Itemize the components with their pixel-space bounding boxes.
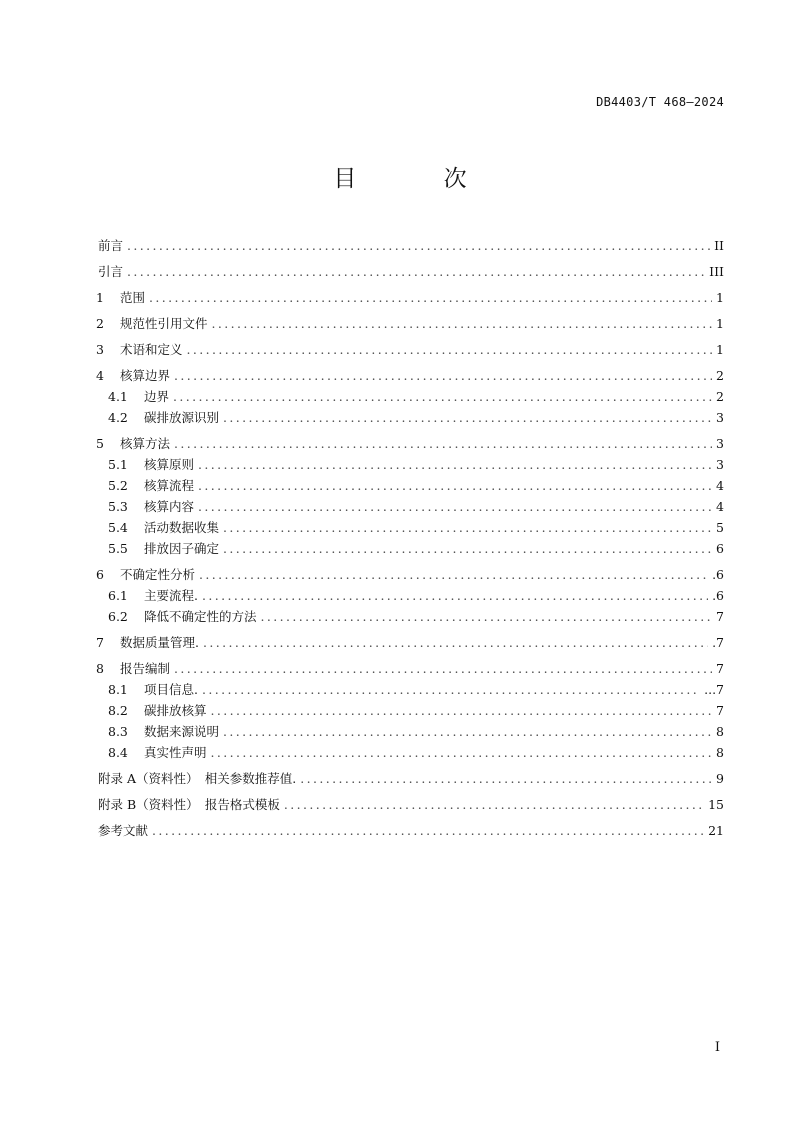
toc-entry-label: 术语和定义 (120, 342, 183, 357)
toc-entry-page: 6 (716, 541, 724, 556)
toc-entry[interactable] (96, 820, 724, 841)
toc-entry-label: 规范性引用文件 (120, 316, 208, 331)
toc-dot-leader (284, 794, 704, 815)
toc-dot-leader (203, 632, 708, 653)
toc-entry-page: 1 (716, 290, 724, 305)
toc-entry-page: 15 (708, 797, 724, 812)
toc-entry[interactable] (96, 585, 724, 606)
toc-entry-number: 5.2 (108, 478, 128, 493)
toc-entry[interactable] (96, 768, 724, 789)
toc-entry-label: 降低不确定性的方法 (144, 609, 257, 624)
toc-entry-page: III (709, 264, 724, 279)
toc-dot-leader (127, 261, 705, 282)
toc-dot-leader (223, 517, 712, 538)
toc-entry-label: 参考文献 (98, 823, 149, 838)
toc-entry[interactable] (96, 538, 724, 559)
toc-entry-label: 引言 (98, 264, 124, 279)
toc-dot-leader (127, 235, 710, 256)
page-number: I (714, 1040, 720, 1055)
toc-entry-number: 5 (96, 436, 104, 451)
toc-entry[interactable] (96, 658, 724, 679)
toc-dot-leader (198, 454, 712, 475)
toc-dot-leader (223, 538, 712, 559)
toc-entry-label: 核算边界 (120, 368, 171, 383)
toc-entry-number: 5.1 (108, 457, 128, 472)
toc-dot-leader (198, 475, 712, 496)
toc-dot-leader (300, 768, 712, 789)
toc-entry-label: 碳排放源识别 (144, 410, 220, 425)
toc-dot-leader (152, 820, 704, 841)
toc-entry-label: 主要流程. (144, 588, 198, 603)
toc-entry[interactable] (96, 454, 724, 475)
toc-entry[interactable] (96, 235, 724, 256)
toc-entry-number: 8.1 (108, 682, 128, 697)
toc-entry-page: 5 (716, 520, 724, 535)
toc-entry[interactable] (96, 433, 724, 454)
toc-entry-label: 范围 (120, 290, 146, 305)
toc-dot-leader (187, 339, 713, 360)
toc-entry-label: 核算原则 (144, 457, 195, 472)
toc-dot-leader (202, 679, 700, 700)
toc-dot-leader (174, 433, 712, 454)
toc-entry-number: 6.1 (108, 588, 128, 603)
toc-entry[interactable] (96, 794, 724, 815)
toc-entry[interactable] (96, 313, 724, 334)
toc-entry-page: 7 (716, 703, 724, 718)
toc-dot-leader (261, 606, 713, 627)
toc-entry-page: 7 (716, 661, 724, 676)
toc-entry-label: 活动数据收集 (144, 520, 220, 535)
toc-entry-page: 1 (716, 316, 724, 331)
toc-entry-number: 7 (96, 635, 104, 650)
toc-entry-label: 数据来源说明 (144, 724, 220, 739)
toc-entry-label: 数据质量管理. (120, 635, 199, 650)
toc-entry-label: 排放因子确定 (144, 541, 220, 556)
toc-entry-page: 2 (716, 389, 724, 404)
toc-entry-number: 6.2 (108, 609, 128, 624)
toc-dot-leader (174, 658, 712, 679)
toc-entry-label: 核算流程 (144, 478, 195, 493)
toc-entry-label: 核算方法 (120, 436, 171, 451)
toc-dot-leader (223, 407, 712, 428)
toc-entry[interactable] (96, 632, 724, 653)
toc-entry[interactable] (96, 475, 724, 496)
toc-entry[interactable] (96, 606, 724, 627)
toc-entry-number: 5.4 (108, 520, 128, 535)
toc-entry-number: 4 (96, 368, 104, 383)
toc-entry[interactable] (96, 700, 724, 721)
toc-dot-leader (149, 287, 712, 308)
toc-entry[interactable] (96, 287, 724, 308)
toc-entry-page: 4 (716, 499, 724, 514)
table-of-contents (96, 235, 724, 841)
toc-entry-page: 3 (716, 457, 724, 472)
toc-entry[interactable] (96, 365, 724, 386)
toc-entry-page: .6 (712, 567, 724, 582)
toc-dot-leader (174, 365, 712, 386)
toc-entry-page: ...7 (704, 682, 724, 697)
toc-entry-number: 4.2 (108, 410, 128, 425)
toc-entry[interactable] (96, 517, 724, 538)
toc-entry-page: 8 (716, 745, 724, 760)
toc-dot-leader (212, 313, 713, 334)
toc-entry-number: 8.4 (108, 745, 128, 760)
toc-entry[interactable] (96, 386, 724, 407)
toc-entry-number: 1 (96, 290, 104, 305)
toc-entry-label: 不确定性分析 (120, 567, 196, 582)
toc-entry-page: 9 (716, 771, 724, 786)
toc-entry-page: 21 (708, 823, 724, 838)
toc-entry[interactable] (96, 742, 724, 763)
page-title: 目 次 (333, 166, 507, 192)
toc-entry[interactable] (96, 339, 724, 360)
toc-entry[interactable] (96, 407, 724, 428)
toc-entry-page: II (714, 238, 724, 253)
toc-entry-number: 8 (96, 661, 104, 676)
toc-entry-page: 3 (716, 436, 724, 451)
toc-entry-page: 4 (716, 478, 724, 493)
toc-entry-number: 8.3 (108, 724, 128, 739)
toc-entry-page: 1 (716, 342, 724, 357)
toc-entry[interactable] (96, 564, 724, 585)
document-code: DB4403/T 468—2024 (596, 95, 724, 109)
toc-dot-leader (223, 721, 712, 742)
toc-dot-leader (199, 564, 708, 585)
toc-dot-leader (202, 585, 708, 606)
toc-entry-label: 报告编制 (120, 661, 171, 676)
toc-entry-label: 附录 B（资料性） 报告格式模板 (98, 797, 280, 812)
toc-entry-number: 4.1 (108, 389, 128, 404)
toc-entry-label: 核算内容 (144, 499, 195, 514)
toc-entry[interactable] (96, 721, 724, 742)
toc-entry-page: 8 (716, 724, 724, 739)
toc-entry-label: 碳排放核算 (144, 703, 207, 718)
toc-entry[interactable] (96, 261, 724, 282)
toc-dot-leader (211, 742, 713, 763)
toc-entry-page: 7 (716, 609, 724, 624)
toc-dot-leader (211, 700, 713, 721)
toc-entry[interactable] (96, 496, 724, 517)
toc-entry-number: 5.3 (108, 499, 128, 514)
toc-entry-label: 边界 (144, 389, 170, 404)
toc-dot-leader (173, 386, 712, 407)
toc-entry[interactable] (96, 679, 724, 700)
toc-entry-page: 3 (716, 410, 724, 425)
toc-entry-label: 项目信息. (144, 682, 198, 697)
toc-entry-label: 前言 (98, 238, 124, 253)
toc-entry-number: 2 (96, 316, 104, 331)
toc-entry-number: 3 (96, 342, 104, 357)
toc-entry-number: 8.2 (108, 703, 128, 718)
toc-entry-page: 2 (716, 368, 724, 383)
toc-entry-page: .7 (712, 635, 724, 650)
toc-entry-label: 真实性声明 (144, 745, 207, 760)
toc-entry-number: 5.5 (108, 541, 128, 556)
toc-entry-number: 6 (96, 567, 104, 582)
toc-entry-label: 附录 A（资料性） 相关参数推荐值. (98, 771, 297, 786)
toc-dot-leader (198, 496, 712, 517)
toc-entry-page: .6 (712, 588, 724, 603)
